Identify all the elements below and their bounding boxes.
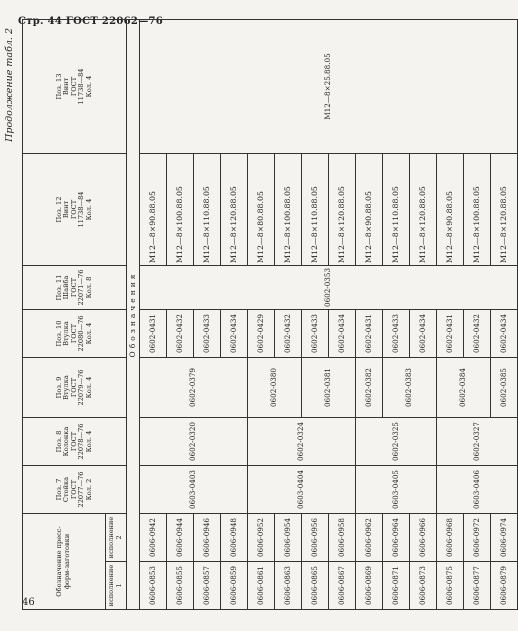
cell-pos12: М12—8×100.88.05 xyxy=(167,154,194,266)
rotated-table-region xyxy=(4,14,508,610)
cell-exec2: 0606-0946 xyxy=(194,514,221,562)
cell-exec2: 0606-0956 xyxy=(302,514,329,562)
cell-exec2: 0606-0974 xyxy=(491,514,518,562)
cell-exec2: 0606-0972 xyxy=(464,514,491,562)
cell-exec1: 0606-0861 xyxy=(248,562,275,610)
cell-pos10: 0602-0433 xyxy=(383,310,410,358)
cell-pos12: М12—8×90.88.05 xyxy=(140,154,167,266)
page-header: Стр. 44 ГОСТ 22062—76 xyxy=(18,16,164,27)
cell-exec2: 0606-0954 xyxy=(275,514,302,562)
cell-exec1: 0606-0875 xyxy=(437,562,464,610)
cell-pos9: 0602-0380 xyxy=(248,358,302,418)
cell-pos11: 0602-0353 xyxy=(140,266,518,310)
header-designation: Обозначение пресс-форм-заготовки xyxy=(23,514,106,610)
cell-pos10: 0602-0433 xyxy=(194,310,221,358)
cell-exec2: 0606-0958 xyxy=(329,514,356,562)
parts-table xyxy=(22,19,518,610)
oboznachenie-label: Обозначения xyxy=(127,20,140,610)
cell-pos10: 0602-0432 xyxy=(275,310,302,358)
header-pos12: Поз. 12 Винт ГОСТ 11738—84 Кол. 4 xyxy=(23,154,127,266)
cell-exec2: 0606-0942 xyxy=(140,514,167,562)
page-number: 46 xyxy=(22,597,35,608)
cell-pos10: 0602-0431 xyxy=(437,310,464,358)
cell-pos10: 0602-0429 xyxy=(248,310,275,358)
cell-pos12: М12—8×110.88.05 xyxy=(302,154,329,266)
cell-pos12: М12—8×90.88.05 xyxy=(356,154,383,266)
cell-exec2: 0606-0948 xyxy=(221,514,248,562)
cell-pos10: 0602-0434 xyxy=(410,310,437,358)
cell-exec2: 0606-0952 xyxy=(248,514,275,562)
cell-pos10: 0602-0434 xyxy=(221,310,248,358)
header-pos10: Поз. 10 Втулка ГОСТ 22080—76 Кол. 4 xyxy=(23,310,127,358)
cell-pos12: М12—8×120.88.05 xyxy=(410,154,437,266)
cell-exec2: 0606-0944 xyxy=(167,514,194,562)
cell-pos12: М12—8×120.88.05 xyxy=(491,154,518,266)
cell-pos10: 0602-0434 xyxy=(329,310,356,358)
cell-exec1: 0606-0859 xyxy=(221,562,248,610)
cell-exec2: 0606-0962 xyxy=(356,514,383,562)
cell-pos10: 0602-0431 xyxy=(356,310,383,358)
table-row xyxy=(140,20,167,610)
header-pos8: Поз. 8 Колонка ГОСТ 22078—76 Кол. 4 xyxy=(23,418,127,466)
cell-exec1: 0606-0865 xyxy=(302,562,329,610)
cell-exec2: 0606-0968 xyxy=(437,514,464,562)
cell-pos9: 0602-0383 xyxy=(383,358,437,418)
cell-exec1: 0606-0871 xyxy=(383,562,410,610)
cell-pos8: 0602-0325 xyxy=(356,418,437,466)
cell-exec1: 0606-0877 xyxy=(464,562,491,610)
continuation-label: Продолжение табл. 2 xyxy=(4,28,15,142)
cell-pos9: 0602-0384 xyxy=(437,358,491,418)
header-exec2: исполнение 2 xyxy=(106,514,127,562)
cell-pos12: М12—8×100.88.05 xyxy=(464,154,491,266)
cell-exec1: 0606-0863 xyxy=(275,562,302,610)
header-pos11: Поз. 11 Шайба ГОСТ 22071—76 Кол. 8 xyxy=(23,266,127,310)
cell-pos10: 0602-0431 xyxy=(140,310,167,358)
cell-pos8: 0602-0327 xyxy=(437,418,518,466)
cell-exec2: 0606-0964 xyxy=(383,514,410,562)
cell-exec2: 0606-0966 xyxy=(410,514,437,562)
cell-pos12: М12—8×80.88.05 xyxy=(248,154,275,266)
cell-pos12: М12—8×120.88.05 xyxy=(329,154,356,266)
cell-pos9: 0602-0382 xyxy=(356,358,383,418)
cell-exec1: 0606-0879 xyxy=(491,562,518,610)
cell-exec1: 0606-0855 xyxy=(167,562,194,610)
cell-pos9: 0602-0381 xyxy=(302,358,356,418)
cell-pos12: М12—8×110.88.05 xyxy=(383,154,410,266)
header-pos7: Поз. 7 Стойка ГОСТ 22077—76 Кол. 2 xyxy=(23,466,127,514)
cell-pos10: 0602-0432 xyxy=(167,310,194,358)
cell-exec1: 0606-0869 xyxy=(356,562,383,610)
cell-pos10: 0602-0434 xyxy=(491,310,518,358)
cell-exec1: 0606-0853 xyxy=(140,562,167,610)
cell-pos10: 0602-0432 xyxy=(464,310,491,358)
cell-pos12: М12—8×120.88.05 xyxy=(221,154,248,266)
cell-exec1: 0606-0873 xyxy=(410,562,437,610)
header-exec1: исполнение 1 xyxy=(106,562,127,610)
cell-exec1: 0606-0857 xyxy=(194,562,221,610)
cell-pos7: 0603-0406 xyxy=(437,466,518,514)
cell-pos8: 0602-0320 xyxy=(140,418,248,466)
cell-exec1: 0606-0867 xyxy=(329,562,356,610)
cell-pos7: 0603-0404 xyxy=(248,466,356,514)
cell-pos7: 0603-0405 xyxy=(356,466,437,514)
cell-pos9: 0602-0385 xyxy=(491,358,518,418)
cell-pos13: М12—8×25.88.05 xyxy=(140,20,518,154)
cell-pos12: М12—8×110.88.05 xyxy=(194,154,221,266)
header-pos9: Поз. 9 Втулка ГОСТ 22079—76 Кол. 4 xyxy=(23,358,127,418)
cell-pos10: 0602-0433 xyxy=(302,310,329,358)
cell-pos8: 0602-0324 xyxy=(248,418,356,466)
cell-pos9: 0602-0379 xyxy=(140,358,248,418)
cell-pos7: 0603-0403 xyxy=(140,466,248,514)
cell-pos12: М12—8×100.88.05 xyxy=(275,154,302,266)
header-pos13: Поз. 13 Винт ГОСТ 11738—84 Кол. 4 xyxy=(23,20,127,154)
cell-pos12: М12—8×90.88.05 xyxy=(437,154,464,266)
